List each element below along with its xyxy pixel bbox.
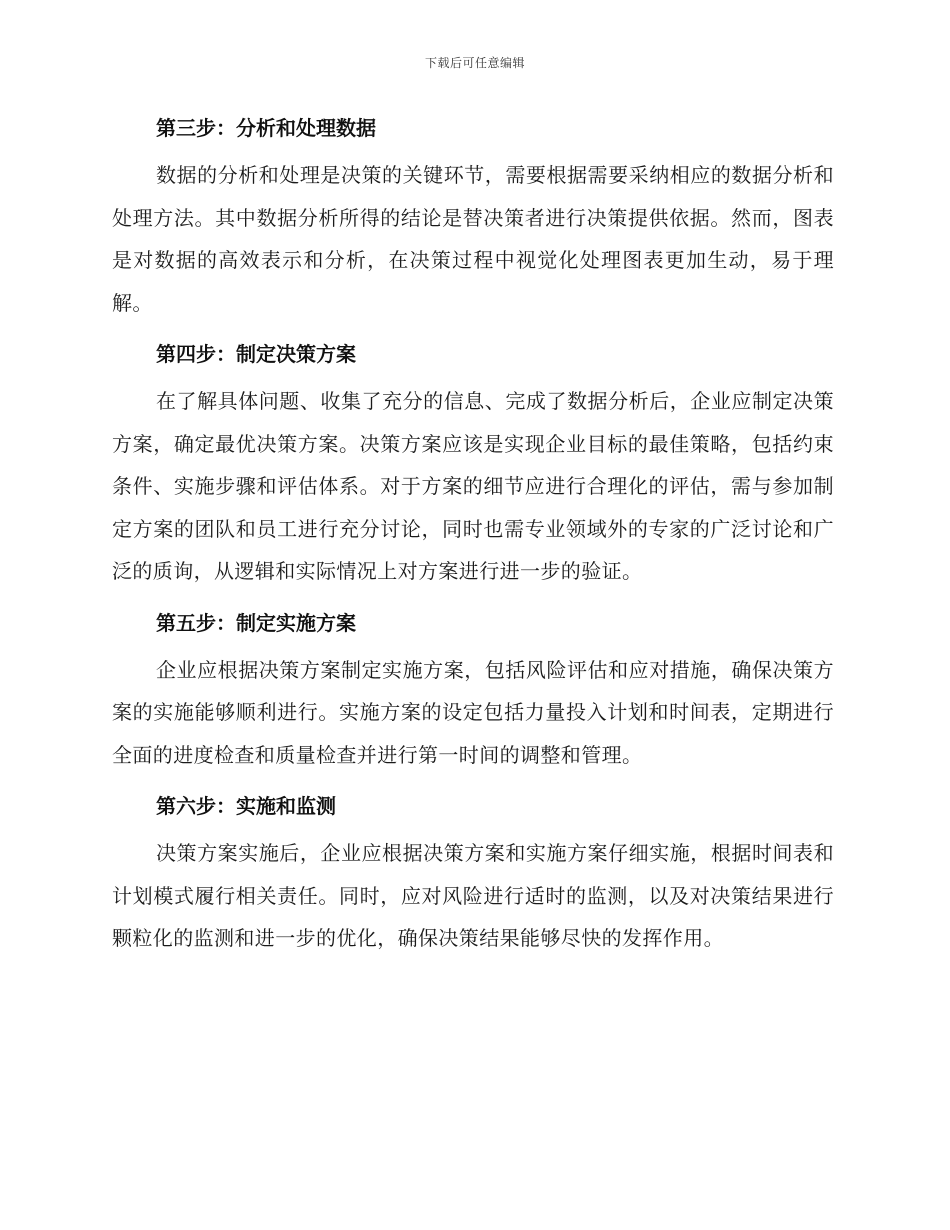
document-content [112,108,834,970]
section-paragraph: 在了解具体问题、收集了充分的信息、完成了数据分析后，企业应制定决策方案，确定最优决策方案。决策方案应该是实现企业目标的最佳策略，包括约束条件、实施步骤和评估体系。对于方案的细节应进行合理化的评估，需与参加制定方案的团队和员工进行充分讨论，同时也需专业领域外的专家的广泛讨论和广泛的质询，从逻辑和实际情况上对方案进行进一步的验证。 [112,389,834,583]
section-paragraph: 企业应根据决策方案制定实施方案，包括风险评估和应对措施，确保决策方案的实施能够顺利进行。实施方案的设定包括力量投入计划和时间表，定期进行全面的进度检查和质量检查并进行第一时间的调整和管理。 [112,657,834,767]
section-step-5 [112,603,834,777]
section-paragraph: 数据的分析和处理是决策的关键环节，需要根据需要采纳相应的数据分析和处理方法。其中数据分析所得的结论是替决策者进行决策提供依据。然而，图表是对数据的高效表示和分析，在决策过程中视觉化处理图表更加生动，易于理解。 [112,163,834,315]
section-step-4 [112,334,834,593]
section-step-6 [112,786,834,960]
section-step-3 [112,108,834,324]
section-paragraph: 决策方案实施后，企业应根据决策方案和实施方案仔细实施，根据时间表和计划模式履行相关责任。同时，应对风险进行适时的监测，以及对决策结果进行颗粒化的监测和进一步的优化，确保决策结果能够尽快的发挥作用。 [112,841,834,950]
section-heading: 第三步：分析和处理数据 [156,116,376,140]
section-heading: 第六步：实施和监测 [156,794,336,818]
section-heading: 第五步：制定实施方案 [156,610,356,635]
section-heading: 第四步：制定决策方案 [156,342,356,366]
header-note: 下载后可任意编辑 [424,56,525,70]
